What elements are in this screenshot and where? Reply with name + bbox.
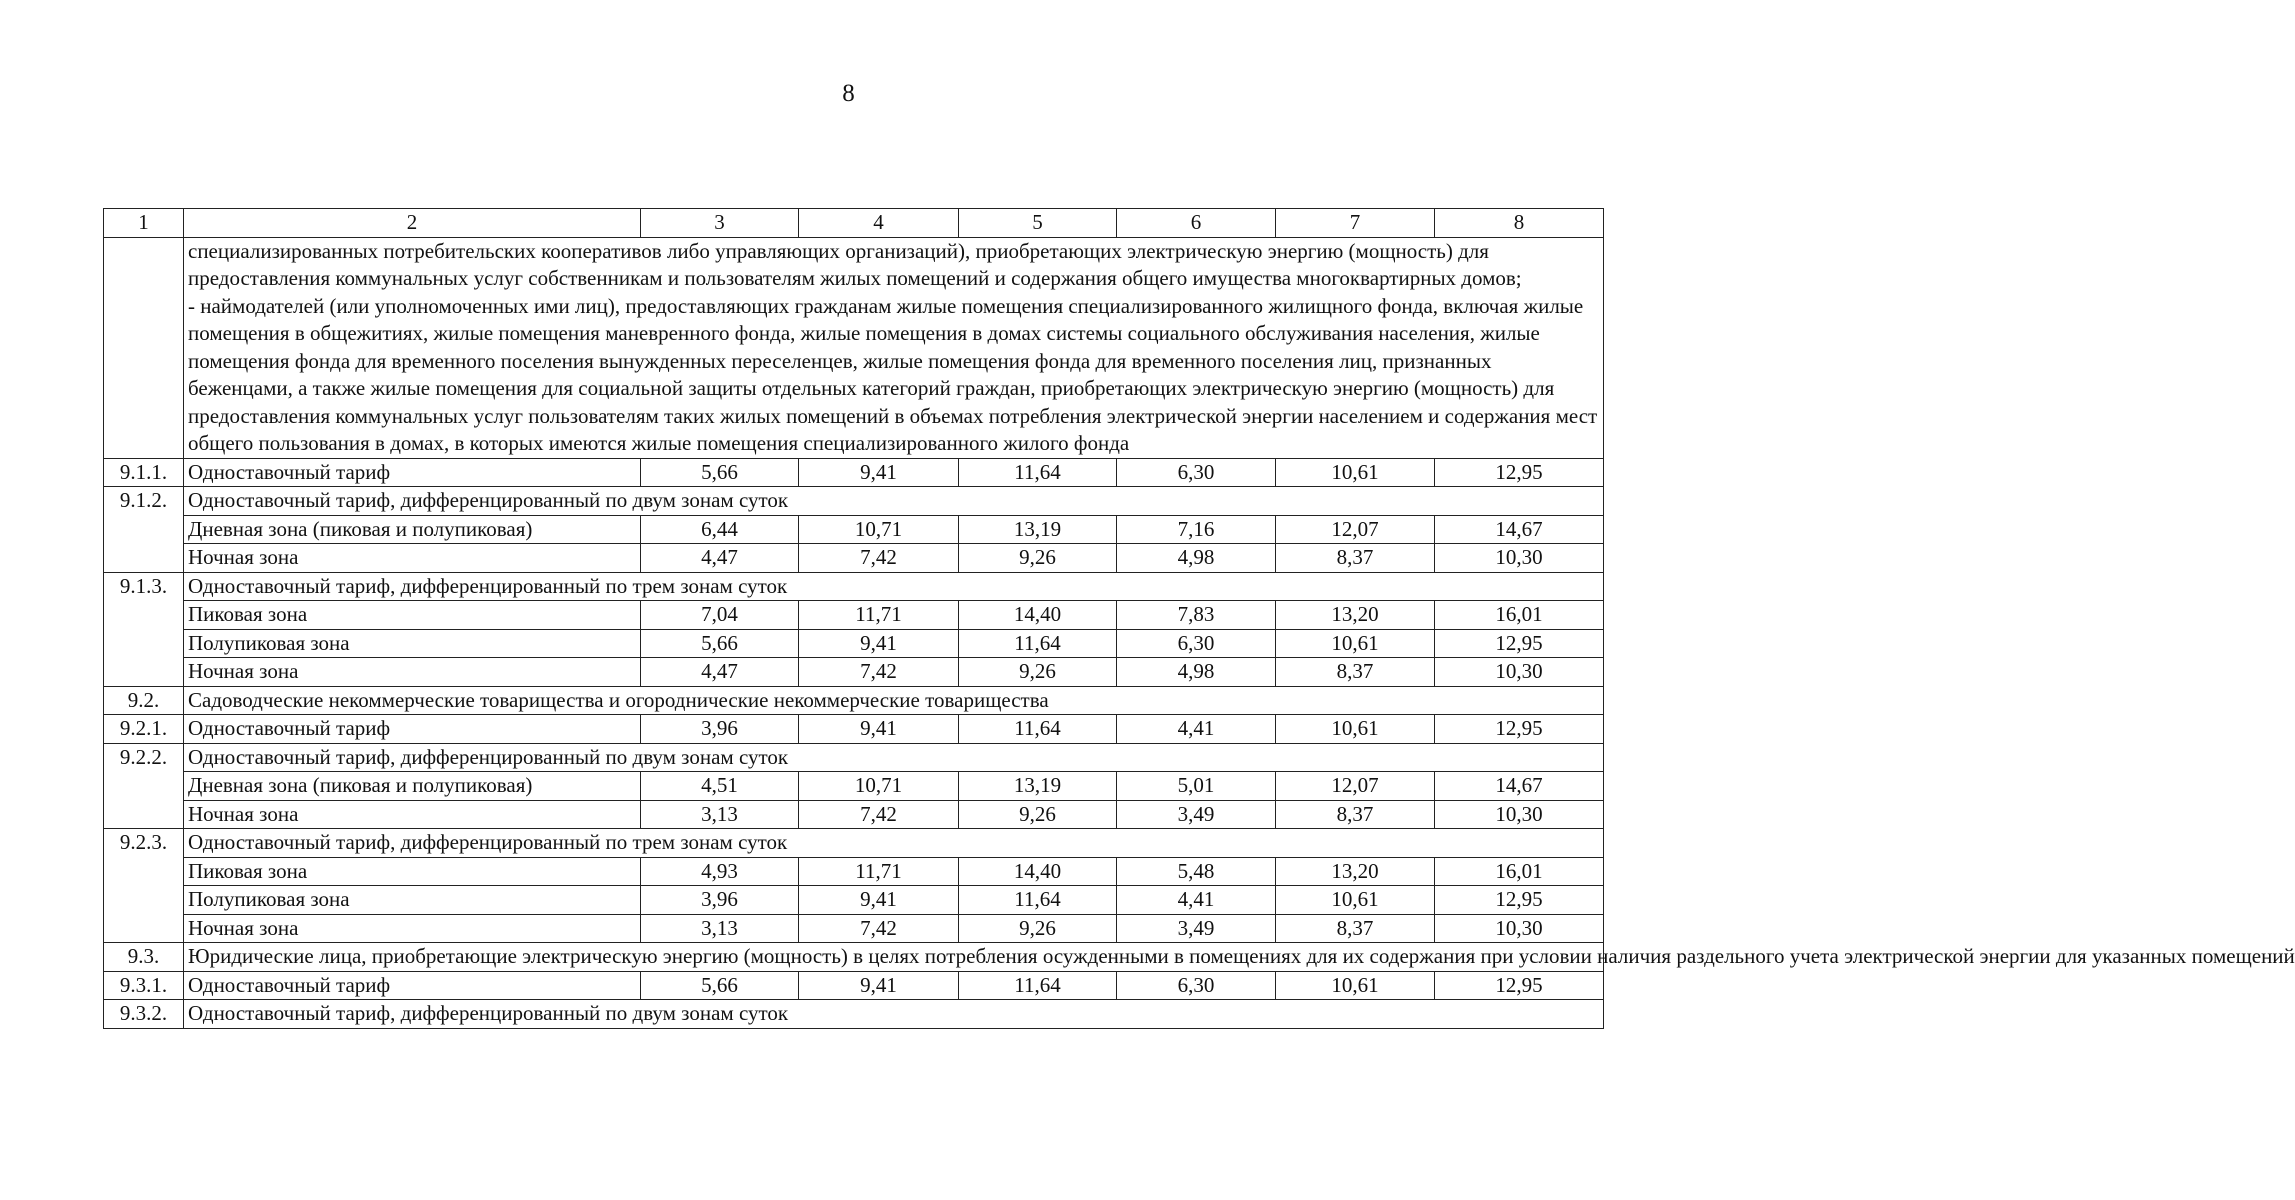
value-cell: 6,44 (641, 515, 799, 544)
value-cell: 11,71 (799, 601, 959, 630)
row-index: 9.3. (104, 943, 184, 972)
table-row (104, 458, 1604, 487)
page-number: 8 (842, 80, 855, 107)
value-cell: 7,42 (799, 800, 959, 829)
value-cell: 11,71 (799, 857, 959, 886)
value-cell: 14,67 (1435, 772, 1604, 801)
row-index: 9.2.3. (104, 829, 184, 943)
value-cell: 4,41 (1117, 886, 1276, 915)
value-cell: 10,30 (1435, 544, 1604, 573)
value-cell: 16,01 (1435, 857, 1604, 886)
row-label: Одноставочный тариф (184, 458, 641, 487)
value-cell: 9,41 (799, 971, 959, 1000)
table-row (104, 487, 1604, 516)
value-cell: 4,93 (641, 857, 799, 886)
value-cell: 4,98 (1117, 544, 1276, 573)
table-row (104, 629, 1604, 658)
value-cell: 12,95 (1435, 971, 1604, 1000)
row-index: 9.2.1. (104, 715, 184, 744)
row-label: Полупиковая зона (184, 886, 641, 915)
column-header: 4 (799, 209, 959, 238)
value-cell: 8,37 (1276, 658, 1435, 687)
value-cell: 16,01 (1435, 601, 1604, 630)
value-cell: 9,41 (799, 629, 959, 658)
value-cell: 14,40 (959, 857, 1117, 886)
value-cell: 3,13 (641, 914, 799, 943)
value-cell: 6,30 (1117, 458, 1276, 487)
column-header: 8 (1435, 209, 1604, 238)
table-row (104, 601, 1604, 630)
value-cell: 8,37 (1276, 800, 1435, 829)
value-cell: 3,96 (641, 886, 799, 915)
value-cell: 13,20 (1276, 601, 1435, 630)
value-cell: 11,64 (959, 458, 1117, 487)
value-cell: 3,49 (1117, 800, 1276, 829)
value-cell: 11,64 (959, 629, 1117, 658)
row-label: Одноставочный тариф (184, 971, 641, 1000)
value-cell: 8,37 (1276, 914, 1435, 943)
row-label: Пиковая зона (184, 601, 641, 630)
value-cell: 5,01 (1117, 772, 1276, 801)
row-label: Пиковая зона (184, 857, 641, 886)
row-index: 9.1.2. (104, 487, 184, 573)
row-label: Ночная зона (184, 914, 641, 943)
table-row (104, 1000, 1604, 1029)
value-cell: 10,61 (1276, 629, 1435, 658)
column-header: 3 (641, 209, 799, 238)
value-cell: 3,13 (641, 800, 799, 829)
value-cell: 7,42 (799, 658, 959, 687)
value-cell: 13,20 (1276, 857, 1435, 886)
value-cell: 10,61 (1276, 971, 1435, 1000)
column-header: 2 (184, 209, 641, 238)
value-cell: 4,98 (1117, 658, 1276, 687)
table-row (104, 772, 1604, 801)
value-cell: 7,42 (799, 914, 959, 943)
value-cell: 12,95 (1435, 886, 1604, 915)
value-cell: 10,30 (1435, 914, 1604, 943)
value-cell: 12,95 (1435, 458, 1604, 487)
row-label: Ночная зона (184, 544, 641, 573)
intro-row (104, 237, 1604, 458)
value-cell: 12,95 (1435, 629, 1604, 658)
value-cell: 14,67 (1435, 515, 1604, 544)
value-cell: 10,30 (1435, 658, 1604, 687)
table-row (104, 572, 1604, 601)
row-index: 9.2. (104, 686, 184, 715)
table-row (104, 686, 1604, 715)
value-cell: 9,41 (799, 715, 959, 744)
table-row (104, 914, 1604, 943)
value-cell: 12,95 (1435, 715, 1604, 744)
value-cell: 11,64 (959, 715, 1117, 744)
column-header: 7 (1276, 209, 1435, 238)
table-row (104, 515, 1604, 544)
table-row (104, 715, 1604, 744)
table-row (104, 886, 1604, 915)
value-cell: 10,71 (799, 515, 959, 544)
value-cell: 10,61 (1276, 458, 1435, 487)
value-cell: 10,61 (1276, 886, 1435, 915)
column-header: 1 (104, 209, 184, 238)
table-row (104, 800, 1604, 829)
row-label: Полупиковая зона (184, 629, 641, 658)
value-cell: 9,26 (959, 544, 1117, 573)
value-cell: 10,61 (1276, 715, 1435, 744)
row-label: Садоводческие некоммерческие товарищества и огороднические некоммерческие товарищества (184, 686, 1604, 715)
table-row (104, 658, 1604, 687)
value-cell: 14,40 (959, 601, 1117, 630)
column-header: 5 (959, 209, 1117, 238)
value-cell: 5,66 (641, 971, 799, 1000)
value-cell: 11,64 (959, 971, 1117, 1000)
intro-text: специализированных потребительских кооперативов либо управляющих организаций), приобретающих электрическую энергию (мощность) для предоставления коммунальных услуг собственникам и пользователям жилых помещений и содержания общего имущества многоквартирных домов; - наймодателей (или уполномоченных ими лиц), предоставляющих гражданам жилые помещения специализированного жилищного фонда, включая жилые помещения в общежитиях, жилые помещения маневренного фонда, жилые помещения в домах системы социального обслуживания населения, жилые помещения фонда для временного поселения вынужденных переселенцев, жилые помещения фонда для временного поселения лиц, признанных беженцами, а также жилые помещения для социальной защиты отдельных категорий граждан, приобретающих электрическую энергию (мощность) для предоставления коммунальных услуг пользователям таких жилых помещений в объемах потребления электрической энергии населением и содержания мест общего пользования в домах, в которых имеются жилые помещения специализированного жилого фонда (184, 237, 1604, 458)
value-cell: 9,26 (959, 800, 1117, 829)
value-cell: 9,41 (799, 886, 959, 915)
value-cell: 12,07 (1276, 515, 1435, 544)
value-cell: 4,47 (641, 658, 799, 687)
value-cell: 13,19 (959, 772, 1117, 801)
row-index: 9.3.1. (104, 971, 184, 1000)
value-cell: 12,07 (1276, 772, 1435, 801)
row-label: Одноставочный тариф, дифференцированный по трем зонам суток (184, 829, 1604, 858)
row-index: 9.2.2. (104, 743, 184, 829)
column-header: 6 (1117, 209, 1276, 238)
value-cell: 7,04 (641, 601, 799, 630)
value-cell: 6,30 (1117, 629, 1276, 658)
row-index: 9.1.1. (104, 458, 184, 487)
value-cell: 11,64 (959, 886, 1117, 915)
value-cell: 4,41 (1117, 715, 1276, 744)
table-row (104, 857, 1604, 886)
table-row (104, 829, 1604, 858)
value-cell: 13,19 (959, 515, 1117, 544)
value-cell: 8,37 (1276, 544, 1435, 573)
value-cell: 9,41 (799, 458, 959, 487)
table-row (104, 943, 1604, 972)
value-cell: 7,16 (1117, 515, 1276, 544)
value-cell: 9,26 (959, 914, 1117, 943)
row-index: 9.3.2. (104, 1000, 184, 1029)
table-row (104, 544, 1604, 573)
value-cell: 5,66 (641, 458, 799, 487)
value-cell: 6,30 (1117, 971, 1276, 1000)
table-header-row (104, 209, 1604, 238)
index-cell (104, 237, 184, 458)
row-label: Юридические лица, приобретающие электрическую энергию (мощность) в целях потребления осужденными в помещениях для их содержания при условии наличия раздельного учета электрической энергии для указанных помещений (184, 943, 1604, 972)
row-label: Дневная зона (пиковая и полупиковая) (184, 515, 641, 544)
value-cell: 4,51 (641, 772, 799, 801)
table-row (104, 971, 1604, 1000)
table-row (104, 743, 1604, 772)
row-label: Ночная зона (184, 800, 641, 829)
tariff-table (103, 208, 2295, 1029)
value-cell: 10,71 (799, 772, 959, 801)
row-label: Ночная зона (184, 658, 641, 687)
value-cell: 5,48 (1117, 857, 1276, 886)
row-label: Одноставочный тариф (184, 715, 641, 744)
value-cell: 7,83 (1117, 601, 1276, 630)
row-label: Одноставочный тариф, дифференцированный по двум зонам суток (184, 1000, 1604, 1029)
value-cell: 4,47 (641, 544, 799, 573)
value-cell: 7,42 (799, 544, 959, 573)
row-label: Дневная зона (пиковая и полупиковая) (184, 772, 641, 801)
value-cell: 10,30 (1435, 800, 1604, 829)
value-cell: 3,96 (641, 715, 799, 744)
row-label: Одноставочный тариф, дифференцированный по двум зонам суток (184, 487, 1604, 516)
value-cell: 3,49 (1117, 914, 1276, 943)
value-cell: 9,26 (959, 658, 1117, 687)
row-label: Одноставочный тариф, дифференцированный по двум зонам суток (184, 743, 1604, 772)
row-label: Одноставочный тариф, дифференцированный по трем зонам суток (184, 572, 1604, 601)
row-index: 9.1.3. (104, 572, 184, 686)
value-cell: 5,66 (641, 629, 799, 658)
